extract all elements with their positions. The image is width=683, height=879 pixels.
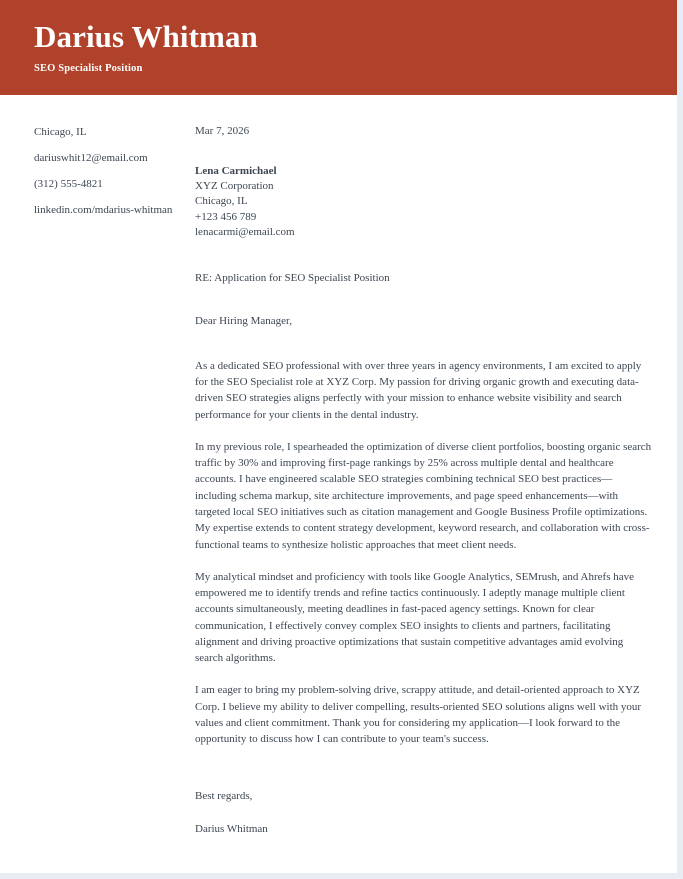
- letter-closing-block: [195, 789, 653, 837]
- contact-linkedin[interactable]: linkedin.com/mdarius-whitman: [34, 203, 173, 216]
- contact-location: Chicago, IL: [34, 126, 87, 138]
- letter-paragraph-3: My analytical mindset and proficiency with tools like Google Analytics, SEMrush, and Ahrefs have empowered me to identify trends and refine tactics continuously. I adeptly manage multiple client accounts simultaneously, meeting deadlines in fast-paced agency settings. Known for clear communication, I effectively convey complex SEO insights to clients and partners, facilitating alignment and driving proactive optimizations that sustain competitive advantages amid evolving search algorithms.: [195, 570, 634, 665]
- applicant-name: Darius Whitman: [34, 19, 258, 55]
- recipient-location: Chicago, IL: [195, 195, 248, 208]
- closing-signature: Darius Whitman: [195, 822, 268, 835]
- document-body: [0, 95, 677, 854]
- recipient-phone: +123 456 789: [195, 210, 257, 223]
- applicant-position-subtitle: SEO Specialist Position: [34, 62, 143, 74]
- letter-paragraph-2: In my previous role, I spearheaded the optimization of diverse client portfolios, boosting organic search traffic by 30% and improving first-page rankings by 25% across multiple dental and healthcare accounts. I have engineered scalable SEO strategies combining technical SEO best practices—including schema markup, site architecture improvements, and page speed enhancements—with targeted local SEO initiatives such as citation management and Google Business Profile optimizations. My expertise extends to content strategy development, keyword research, and collaboration with cross-functional teams to synthesize holistic approaches that meet client needs.: [195, 440, 652, 551]
- closing-salutation: Best regards,: [195, 790, 253, 803]
- contact-sidebar: [0, 125, 195, 228]
- contact-email[interactable]: dariuswhit12@email.com: [34, 151, 148, 164]
- recipient-company: XYZ Corporation: [195, 180, 274, 193]
- letter-column: [195, 125, 677, 854]
- letter-paragraph-1: As a dedicated SEO professional with over three years in agency environments, I am excited to apply for the SEO Specialist role at XYZ Corp. My passion for driving organic growth and executing data-driven SEO strategies aligns perfectly with your mission to enhance website visibility and search performance for your clients in the dental industry.: [195, 359, 642, 421]
- letter-date: Mar 7, 2026: [195, 125, 250, 137]
- letter-paragraph-4: I am eager to bring my problem-solving drive, scrappy attitude, and detail-oriented approach to XYZ Corp. I believe my ability to deliver compelling, results-oriented SEO solutions aligns well with your values and client commitment. Thank you for considering my application—I look forward to the opportunity to discuss how I can contribute to your team's success.: [195, 684, 642, 746]
- letter-subject: RE: Application for SEO Specialist Position: [195, 271, 390, 284]
- document-header-banner: [0, 0, 677, 95]
- contact-phone: (312) 555-4821: [34, 177, 103, 190]
- letter-salutation: Dear Hiring Manager,: [195, 314, 292, 327]
- recipient-block: [195, 164, 653, 240]
- recipient-name: Lena Carmichael: [195, 165, 277, 177]
- recipient-email[interactable]: lenacarmi@email.com: [195, 225, 295, 238]
